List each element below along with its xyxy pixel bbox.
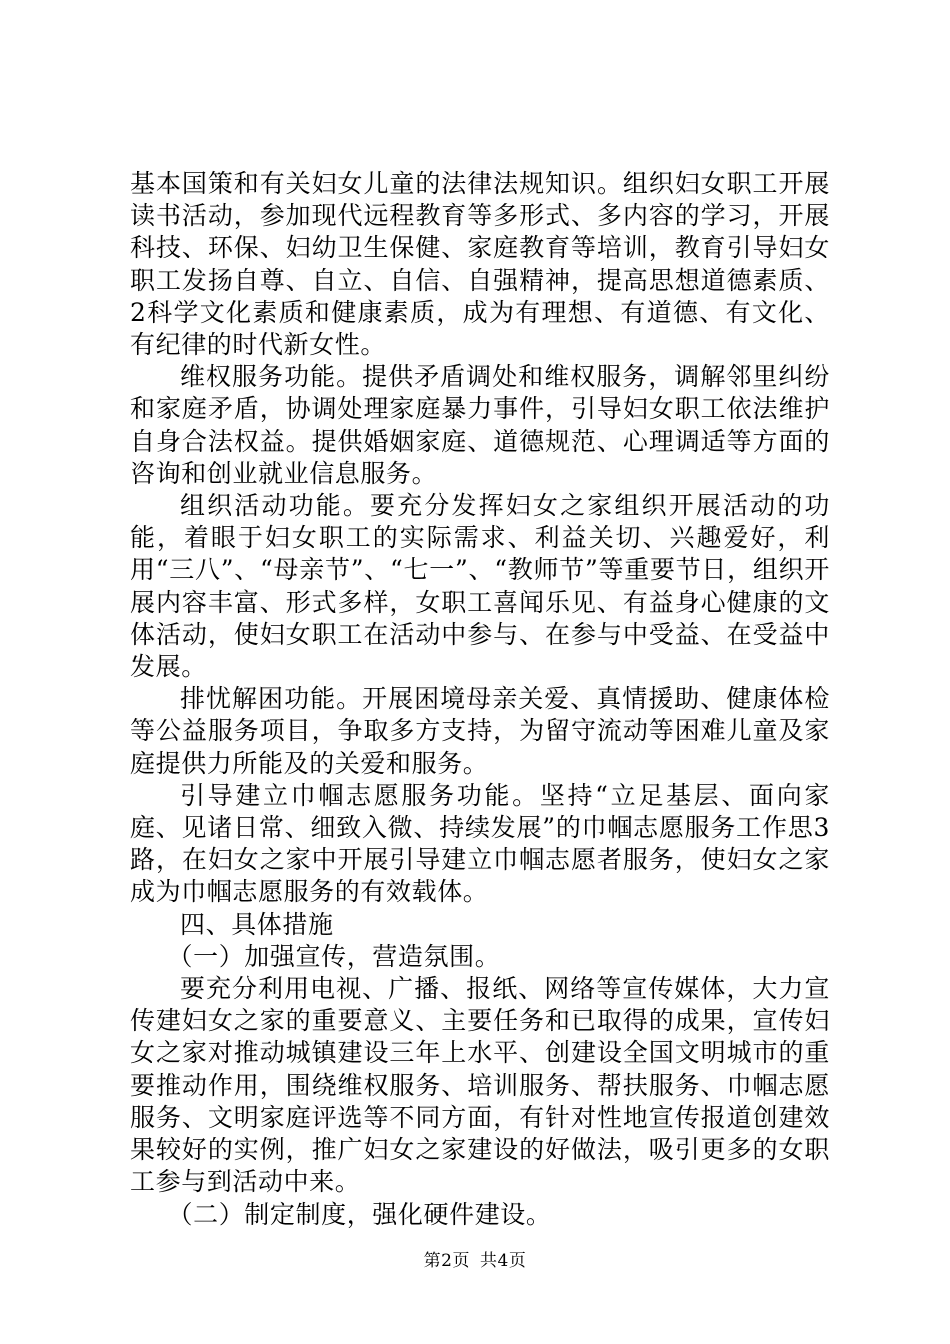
subheading-publicity: （一）加强宣传，营造氛围。 [167,941,501,971]
document-body [130,168,830,1231]
section-heading-measures: 四、具体措施 [180,909,334,939]
page-footer [0,1246,950,1271]
paragraph-relief-service: 排忧解困功能。开展困境母亲关爱、真情援助、健康体检等公益服务项目，争取多方支持，为留守流动等困难儿童及家庭提供力所能及的关爱和服务。 [130,684,830,778]
paragraph-volunteer-service: 引导建立巾帼志愿服务功能。坚持“立足基层、面向家庭、见诸日常、细致入微、持续发展”的巾帼志愿服务工作思3路，在妇女之家中开展引导建立巾帼志愿者服务，使妇女之家成为巾帼志愿服务的有效载体。 [130,780,830,907]
paragraph-organize-activities: 组织活动功能。要充分发挥妇女之家组织开展活动的功能，着眼于妇女职工的实际需求、利益关切、兴趣爱好，利用“三八”、“母亲节”、“七一”、“教师节”等重要节日，组织开展内容丰富、形式多样，女职工喜闻乐见、有益身心健康的文体活动，使妇女职工在活动中参与、在参与中受益、在受益中发展。 [130,491,830,682]
paragraph-publicity: 要充分利用电视、广播、报纸、网络等宣传媒体，大力宣传建妇女之家的重要意义、主要任务和已取得的成果，宣传妇女之家对推动城镇建设三年上水平、创建设全国文明城市的重要推动作用，围绕维权服务、培训服务、帮扶服务、巾帼志愿服务、文明家庭评选等不同方面，有针对性地宣传报道创建效果较好的实例，推广妇女之家建设的好做法，吸引更多的女职工参与到活动中来。 [130,974,830,1197]
paragraph-rights-service: 维权服务功能。提供矛盾调处和维权服务，调解邻里纠纷和家庭矛盾，协调处理家庭暴力事件，引导妇女职工依法维护自身合法权益。提供婚姻家庭、道德规范、心理调适等方面的咨询和创业就业信息服务。 [130,362,830,488]
subheading-rules-hardware: （二）制定制度，强化硬件建设。 [167,1199,552,1229]
paragraph-continued: 基本国策和有关妇女儿童的法律法规知识。组织妇女职工开展读书活动，参加现代远程教育等多形式、多内容的学习，开展科技、环保、妇幼卫生保健、家庭教育等培训，教育引导妇女职工发扬自尊、自立、自信、自强精神，提高思想道德素质、2科学文化素质和健康素质，成为有理想、有道德、有文化、有纪律的时代新女性。 [130,169,830,360]
page-number: 第2页 [423,1251,470,1271]
total-pages: 共4页 [480,1251,527,1271]
